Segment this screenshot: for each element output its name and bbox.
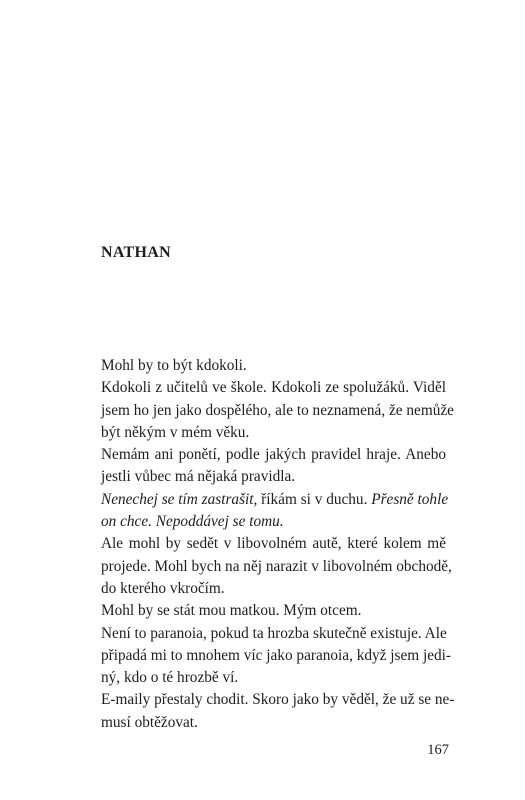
text-line: jsem ho jen jako dospělého, ale to neznamená, že nemůže bbox=[101, 401, 454, 419]
paragraph-7 bbox=[101, 623, 452, 690]
text-line: projede. Mohl bych na něj narazit v libovolném obchodě, bbox=[101, 557, 452, 575]
italic-text: on chce. Nepoddávej se tomu. bbox=[101, 513, 284, 531]
italic-text: Nenechej se tím zastrašit, bbox=[101, 490, 258, 508]
text-line: Mohl by to být kdokoli. bbox=[101, 357, 247, 374]
italic-text: Přesně tohle bbox=[371, 490, 449, 508]
text-line: Ale mohl by sedět v libovolném autě, které kolem mě bbox=[101, 535, 446, 553]
paragraph-6 bbox=[101, 600, 446, 622]
text-line: do kterého vkročím. bbox=[101, 579, 225, 597]
text-line: jestli vůbec má nějaká pravidla. bbox=[101, 468, 296, 486]
text-line: Mohl by se stát mou matkou. Mým otcem. bbox=[101, 602, 362, 620]
text-line: Nemám ani ponětí, podle jakých pravidel hraje. Anebo bbox=[101, 446, 446, 464]
paragraph-1 bbox=[101, 355, 446, 377]
text-line: Kdokoli z učitelů ve škole. Kdokoli ze spolužáků. Viděl bbox=[101, 379, 446, 397]
text-line: být někým v mém věku. bbox=[101, 423, 250, 441]
paragraph-8 bbox=[101, 689, 455, 734]
paragraph-4-italic-thought bbox=[101, 489, 449, 534]
chapter-title: NATHAN bbox=[101, 244, 171, 261]
body-text bbox=[101, 355, 455, 734]
text-line: připadá mi to mnohem víc jako paranoia, když jsem jedi- bbox=[101, 646, 452, 664]
text-line: E-maily přestaly chodit. Skoro jako by věděl, že už se ne- bbox=[101, 691, 455, 709]
paragraph-2 bbox=[101, 377, 454, 444]
text-line bbox=[101, 511, 446, 533]
text-line: Není to paranoia, pokud ta hrozba skutečně existuje. Ale bbox=[101, 624, 447, 642]
plain-text: říkám si v duchu. bbox=[257, 490, 372, 508]
paragraph-3 bbox=[101, 444, 446, 489]
page-number: 167 bbox=[427, 742, 449, 758]
text-line: ný, kdo o té hrozbě ví. bbox=[101, 669, 239, 687]
text-line: musí obtěžovat. bbox=[101, 713, 198, 731]
text-line bbox=[101, 489, 449, 511]
paragraph-5 bbox=[101, 533, 452, 600]
